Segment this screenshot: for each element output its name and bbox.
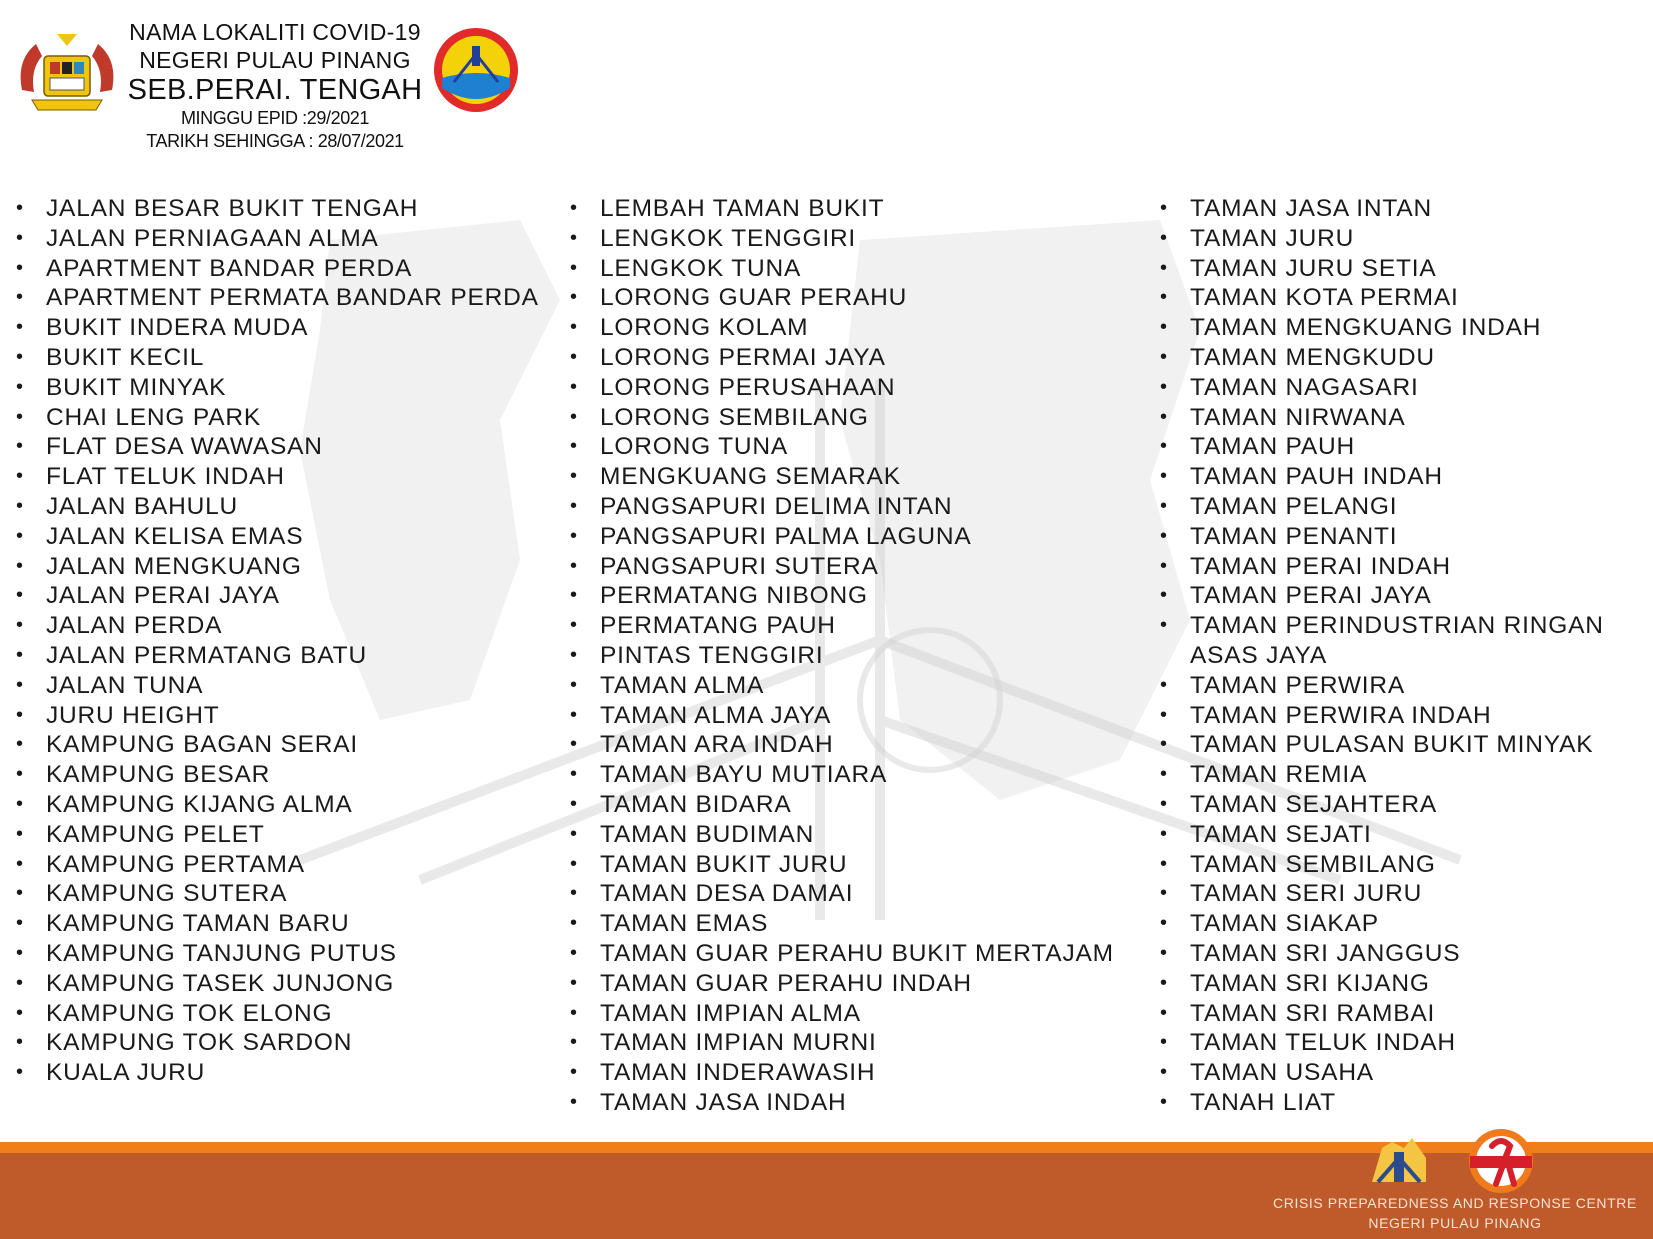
locality-item bbox=[14, 969, 534, 999]
locality-name: TAMAN PULASAN BUKIT MINYAK bbox=[1190, 731, 1594, 759]
locality-item bbox=[568, 850, 1108, 880]
header-district: SEB.PERAI. TENGAH bbox=[127, 74, 423, 106]
locality-name: TAMAN SEJATI bbox=[1190, 820, 1372, 848]
locality-name: TAMAN SRI KIJANG bbox=[1190, 969, 1430, 997]
bullet-icon: • bbox=[570, 822, 578, 845]
bullet-icon: • bbox=[1160, 554, 1168, 577]
locality-name: TAMAN NAGASARI bbox=[1190, 373, 1419, 401]
locality-name: KAMPUNG PELET bbox=[46, 820, 265, 848]
locality-name: CHAI LENG PARK bbox=[46, 403, 261, 431]
locality-name: TAMAN TELUK INDAH bbox=[1190, 1029, 1456, 1057]
locality-name: TANAH LIAT bbox=[1190, 1088, 1336, 1116]
locality-item bbox=[1158, 313, 1653, 343]
locality-name: LORONG PERMAI JAYA bbox=[600, 343, 886, 371]
locality-name: TAMAN MENGKUANG INDAH bbox=[1190, 314, 1542, 342]
bullet-icon: • bbox=[16, 822, 24, 845]
locality-name: JALAN MENGKUANG bbox=[46, 552, 302, 580]
locality-name: JALAN TUNA bbox=[46, 671, 204, 699]
penang-state-logo-icon bbox=[432, 26, 520, 114]
locality-item bbox=[1158, 403, 1653, 433]
locality-name: TAMAN DESA DAMAI bbox=[600, 880, 854, 908]
locality-name: PANGSAPURI DELIMA INTAN bbox=[600, 492, 953, 520]
locality-item bbox=[1158, 254, 1653, 284]
locality-item bbox=[14, 641, 534, 671]
locality-item bbox=[1158, 671, 1653, 701]
bullet-icon: • bbox=[1160, 584, 1168, 607]
bullet-icon: • bbox=[570, 256, 578, 279]
locality-item bbox=[14, 194, 534, 224]
bullet-icon: • bbox=[16, 1001, 24, 1024]
bullet-icon: • bbox=[570, 971, 578, 994]
bullet-icon: • bbox=[16, 1061, 24, 1084]
locality-item bbox=[14, 850, 534, 880]
locality-name: TAMAN ALMA JAYA bbox=[600, 701, 832, 729]
bullet-icon: • bbox=[570, 584, 578, 607]
locality-item bbox=[14, 1028, 534, 1058]
bullet-icon: • bbox=[570, 1090, 578, 1113]
bullet-icon: • bbox=[1160, 792, 1168, 815]
locality-item bbox=[568, 760, 1108, 790]
footer-state-name: NEGERI PULAU PINANG bbox=[1368, 1215, 1542, 1231]
locality-name: TAMAN PAUH bbox=[1190, 433, 1355, 461]
locality-name: TAMAN SRI RAMBAI bbox=[1190, 999, 1436, 1027]
locality-item bbox=[1158, 194, 1653, 224]
locality-item bbox=[1158, 909, 1653, 939]
locality-item bbox=[14, 254, 534, 284]
locality-name: PANGSAPURI PALMA LAGUNA bbox=[600, 522, 972, 550]
locality-item bbox=[14, 879, 534, 909]
bullet-icon: • bbox=[570, 912, 578, 935]
locality-name: TAMAN SIAKAP bbox=[1190, 910, 1379, 938]
locality-name: KAMPUNG TOK ELONG bbox=[46, 999, 333, 1027]
locality-item bbox=[568, 373, 1108, 403]
bullet-icon: • bbox=[1160, 256, 1168, 279]
bullet-icon: • bbox=[16, 316, 24, 339]
locality-name: TAMAN MENGKUDU bbox=[1190, 343, 1435, 371]
locality-name: TAMAN JURU SETIA bbox=[1190, 254, 1437, 282]
bullet-icon: • bbox=[570, 316, 578, 339]
bullet-icon: • bbox=[570, 882, 578, 905]
locality-name: BUKIT INDERA MUDA bbox=[46, 314, 309, 342]
header-title-line2: NEGERI PULAU PINANG bbox=[139, 47, 411, 73]
locality-name: TAMAN BUDIMAN bbox=[600, 820, 815, 848]
locality-item bbox=[568, 820, 1108, 850]
locality-item bbox=[14, 373, 534, 403]
locality-item bbox=[568, 879, 1108, 909]
bullet-icon: • bbox=[1160, 882, 1168, 905]
locality-item bbox=[1158, 999, 1653, 1029]
locality-name: APARTMENT PERMATA BANDAR PERDA bbox=[46, 284, 539, 312]
bullet-icon: • bbox=[16, 792, 24, 815]
bullet-icon: • bbox=[1160, 226, 1168, 249]
locality-item bbox=[1158, 879, 1653, 909]
bullet-icon: • bbox=[570, 286, 578, 309]
bullet-icon: • bbox=[16, 524, 24, 547]
locality-name: KAMPUNG TASEK JUNJONG bbox=[46, 969, 395, 997]
locality-item bbox=[568, 343, 1108, 373]
locality-name: JALAN KELISA EMAS bbox=[46, 522, 304, 550]
malaysia-coat-of-arms-icon bbox=[12, 30, 122, 114]
bullet-icon: • bbox=[16, 882, 24, 905]
bullet-icon: • bbox=[570, 673, 578, 696]
locality-item bbox=[1158, 343, 1653, 373]
locality-item bbox=[14, 343, 534, 373]
locality-item bbox=[1158, 850, 1653, 880]
bullet-icon: • bbox=[570, 435, 578, 458]
locality-name: TAMAN PERWIRA bbox=[1190, 671, 1406, 699]
bullet-icon: • bbox=[570, 197, 578, 219]
locality-name: LEMBAH TAMAN BUKIT bbox=[600, 195, 885, 222]
bullet-icon: • bbox=[570, 345, 578, 368]
locality-item bbox=[568, 313, 1108, 343]
locality-name: JURU HEIGHT bbox=[46, 701, 220, 729]
bullet-icon: • bbox=[570, 643, 578, 666]
locality-name: LORONG SEMBILANG bbox=[600, 403, 869, 431]
locality-item bbox=[14, 522, 534, 552]
bullet-icon: • bbox=[1160, 494, 1168, 517]
locality-name: KAMPUNG TANJUNG PUTUS bbox=[46, 939, 397, 967]
bullet-icon: • bbox=[16, 494, 24, 517]
locality-name: KAMPUNG BESAR bbox=[46, 761, 271, 789]
bullet-icon: • bbox=[570, 614, 578, 637]
locality-name: TAMAN IMPIAN MURNI bbox=[600, 1029, 877, 1057]
locality-item bbox=[568, 909, 1108, 939]
bullet-icon: • bbox=[16, 643, 24, 666]
locality-name: TAMAN GUAR PERAHU BUKIT MERTAJAM bbox=[600, 939, 1114, 967]
locality-name: TAMAN INDERAWASIH bbox=[600, 1059, 876, 1087]
bullet-icon: • bbox=[16, 763, 24, 786]
locality-name: TAMAN PERINDUSTRIAN RINGAN ASAS JAYA bbox=[1190, 612, 1604, 669]
locality-item bbox=[568, 1088, 1108, 1118]
bullet-icon: • bbox=[16, 912, 24, 935]
locality-name: TAMAN BUKIT JURU bbox=[600, 850, 848, 878]
bullet-icon: • bbox=[570, 1001, 578, 1024]
locality-item bbox=[568, 194, 1108, 224]
locality-item bbox=[568, 522, 1108, 552]
bullet-icon: • bbox=[16, 941, 24, 964]
locality-item bbox=[14, 283, 539, 313]
locality-item bbox=[1158, 730, 1653, 760]
locality-item bbox=[568, 939, 1114, 969]
locality-name: TAMAN SEJAHTERA bbox=[1190, 790, 1438, 818]
locality-item bbox=[1158, 1088, 1653, 1118]
locality-item bbox=[568, 1028, 1108, 1058]
locality-list-column-2 bbox=[568, 194, 1114, 1118]
bullet-icon: • bbox=[1160, 345, 1168, 368]
locality-name: BUKIT KECIL bbox=[46, 343, 205, 371]
bullet-icon: • bbox=[570, 763, 578, 786]
locality-item bbox=[568, 254, 1108, 284]
locality-item bbox=[1158, 790, 1653, 820]
locality-item bbox=[1158, 522, 1653, 552]
bullet-icon: • bbox=[16, 703, 24, 726]
locality-name: TAMAN ALMA bbox=[600, 671, 765, 699]
bullet-icon: • bbox=[570, 1061, 578, 1084]
locality-name: LORONG KOLAM bbox=[600, 314, 809, 342]
locality-item bbox=[14, 492, 534, 522]
bullet-icon: • bbox=[16, 286, 24, 309]
locality-name: TAMAN JURU bbox=[1190, 224, 1355, 252]
locality-name: FLAT DESA WAWASAN bbox=[46, 433, 323, 461]
locality-item bbox=[568, 671, 1108, 701]
locality-item bbox=[1158, 701, 1653, 731]
locality-name: LORONG PERUSAHAAN bbox=[600, 373, 896, 401]
locality-item bbox=[1158, 492, 1653, 522]
locality-name: TAMAN PERAI INDAH bbox=[1190, 552, 1451, 580]
bullet-icon: • bbox=[1160, 763, 1168, 786]
locality-item bbox=[1158, 581, 1653, 611]
locality-item bbox=[568, 730, 1108, 760]
bullet-icon: • bbox=[1160, 286, 1168, 309]
locality-item bbox=[568, 403, 1108, 433]
bullet-icon: • bbox=[16, 1031, 24, 1054]
bullet-icon: • bbox=[16, 614, 24, 637]
bullet-icon: • bbox=[16, 256, 24, 279]
locality-name: KAMPUNG TAMAN BARU bbox=[46, 910, 350, 938]
locality-name: TAMAN PERWIRA INDAH bbox=[1190, 701, 1492, 729]
cprc-logo-icon bbox=[1368, 1128, 1430, 1190]
bullet-icon: • bbox=[16, 584, 24, 607]
locality-item bbox=[14, 403, 534, 433]
penang-lawan-covid-19-logo-icon bbox=[1466, 1126, 1536, 1196]
bullet-icon: • bbox=[1160, 1001, 1168, 1024]
bullet-icon: • bbox=[16, 465, 24, 488]
locality-name: LORONG TUNA bbox=[600, 433, 789, 461]
bullet-icon: • bbox=[1160, 1061, 1168, 1084]
bullet-icon: • bbox=[1160, 822, 1168, 845]
locality-name: TAMAN ARA INDAH bbox=[600, 731, 834, 759]
bullet-icon: • bbox=[570, 852, 578, 875]
bullet-icon: • bbox=[16, 405, 24, 428]
locality-item bbox=[568, 641, 1108, 671]
bullet-icon: • bbox=[1160, 852, 1168, 875]
bullet-icon: • bbox=[570, 524, 578, 547]
locality-item bbox=[568, 283, 1108, 313]
locality-item bbox=[568, 611, 1108, 641]
locality-name: KAMPUNG PERTAMA bbox=[46, 850, 305, 878]
locality-item bbox=[14, 671, 534, 701]
locality-name: TAMAN SERI JURU bbox=[1190, 880, 1423, 908]
locality-name: MENGKUANG SEMARAK bbox=[600, 463, 901, 491]
locality-name: PINTAS TENGGIRI bbox=[600, 641, 824, 669]
locality-item bbox=[14, 790, 534, 820]
locality-item bbox=[568, 790, 1108, 820]
header-title-line1: NAMA LOKALITI COVID-19 bbox=[129, 19, 421, 45]
locality-item bbox=[568, 462, 1108, 492]
bullet-icon: • bbox=[1160, 375, 1168, 398]
locality-item bbox=[14, 820, 534, 850]
locality-name: TAMAN NIRWANA bbox=[1190, 403, 1406, 431]
bullet-icon: • bbox=[1160, 673, 1168, 696]
bullet-icon: • bbox=[1160, 971, 1168, 994]
locality-item bbox=[14, 313, 534, 343]
bullet-icon: • bbox=[1160, 435, 1168, 458]
locality-item bbox=[14, 432, 534, 462]
bullet-icon: • bbox=[570, 703, 578, 726]
bullet-icon: • bbox=[16, 971, 24, 994]
locality-name: PANGSAPURI SUTERA bbox=[600, 552, 879, 580]
locality-name: TAMAN JASA INTAN bbox=[1190, 195, 1432, 222]
bullet-icon: • bbox=[570, 941, 578, 964]
bullet-icon: • bbox=[1160, 465, 1168, 488]
locality-item bbox=[568, 999, 1108, 1029]
locality-item bbox=[568, 492, 1108, 522]
locality-item bbox=[14, 462, 534, 492]
bullet-icon: • bbox=[1160, 941, 1168, 964]
bullet-icon: • bbox=[16, 226, 24, 249]
locality-name: JALAN PERMATANG BATU bbox=[46, 641, 367, 669]
document-header bbox=[120, 18, 430, 153]
locality-item bbox=[568, 432, 1108, 462]
locality-name: TAMAN SEMBILANG bbox=[1190, 850, 1436, 878]
locality-item bbox=[1158, 283, 1653, 313]
locality-item bbox=[14, 1058, 534, 1088]
locality-name: JALAN PERNIAGAAN ALMA bbox=[46, 224, 379, 252]
locality-name: TAMAN GUAR PERAHU INDAH bbox=[600, 969, 972, 997]
locality-name: TAMAN PAUH INDAH bbox=[1190, 463, 1443, 491]
locality-item bbox=[14, 701, 534, 731]
locality-item bbox=[568, 552, 1108, 582]
locality-name: TAMAN PERAI JAYA bbox=[1190, 582, 1432, 610]
locality-name: JALAN PERAI JAYA bbox=[46, 582, 280, 610]
locality-name: JALAN BAHULU bbox=[46, 492, 239, 520]
locality-name: TAMAN BIDARA bbox=[600, 790, 792, 818]
locality-item bbox=[14, 999, 534, 1029]
locality-name: TAMAN PENANTI bbox=[1190, 522, 1398, 550]
bullet-icon: • bbox=[1160, 733, 1168, 756]
locality-name: TAMAN SRI JANGGUS bbox=[1190, 939, 1461, 967]
locality-item bbox=[1158, 820, 1653, 850]
bullet-icon: • bbox=[570, 375, 578, 398]
header-epid-week: MINGGU EPID :29/2021 bbox=[180, 108, 370, 128]
locality-item bbox=[14, 581, 534, 611]
bullet-icon: • bbox=[1160, 703, 1168, 726]
locality-name: LENGKOK TENGGIRI bbox=[600, 224, 857, 252]
locality-item bbox=[1158, 939, 1653, 969]
header-date: TARIKH SEHINGGA : 28/07/2021 bbox=[146, 131, 404, 151]
locality-name: PERMATANG PAUH bbox=[600, 612, 836, 640]
bullet-icon: • bbox=[1160, 1031, 1168, 1054]
locality-item bbox=[1158, 969, 1653, 999]
locality-item bbox=[1158, 552, 1653, 582]
bullet-icon: • bbox=[16, 197, 24, 219]
locality-name: TAMAN IMPIAN ALMA bbox=[600, 999, 861, 1027]
bullet-icon: • bbox=[16, 852, 24, 875]
bullet-icon: • bbox=[16, 375, 24, 398]
locality-name: TAMAN EMAS bbox=[600, 910, 769, 938]
locality-item bbox=[14, 552, 534, 582]
locality-item bbox=[568, 969, 1108, 999]
bullet-icon: • bbox=[16, 733, 24, 756]
locality-item bbox=[568, 701, 1108, 731]
locality-name: TAMAN PELANGI bbox=[1190, 492, 1398, 520]
locality-item bbox=[14, 939, 534, 969]
locality-item bbox=[568, 224, 1108, 254]
locality-name: LENGKOK TUNA bbox=[600, 254, 802, 282]
bullet-icon: • bbox=[16, 435, 24, 458]
locality-item bbox=[14, 760, 534, 790]
locality-item bbox=[1158, 462, 1653, 492]
locality-name: JALAN PERDA bbox=[46, 612, 223, 640]
bullet-icon: • bbox=[1160, 614, 1168, 637]
bullet-icon: • bbox=[1160, 1090, 1168, 1113]
bullet-icon: • bbox=[1160, 405, 1168, 428]
locality-name: BUKIT MINYAK bbox=[46, 373, 227, 401]
locality-name: JALAN BESAR BUKIT TENGAH bbox=[46, 195, 419, 222]
bullet-icon: • bbox=[16, 554, 24, 577]
bullet-icon: • bbox=[570, 733, 578, 756]
bullet-icon: • bbox=[16, 673, 24, 696]
locality-item bbox=[1158, 373, 1653, 403]
footer-organisation-name: CRISIS PREPAREDNESS AND RESPONSE CENTRE bbox=[1273, 1195, 1637, 1211]
bullet-icon: • bbox=[16, 345, 24, 368]
locality-name: PERMATANG NIBONG bbox=[600, 582, 868, 610]
locality-item bbox=[1158, 1058, 1653, 1088]
locality-name: TAMAN KOTA PERMAI bbox=[1190, 284, 1459, 312]
locality-name: TAMAN BAYU MUTIARA bbox=[600, 761, 888, 789]
bullet-icon: • bbox=[1160, 524, 1168, 547]
locality-item bbox=[14, 909, 534, 939]
locality-item bbox=[1158, 432, 1653, 462]
locality-name: TAMAN JASA INDAH bbox=[600, 1088, 847, 1116]
locality-name: TAMAN REMIA bbox=[1190, 761, 1368, 789]
bullet-icon: • bbox=[570, 465, 578, 488]
locality-item bbox=[1158, 1028, 1653, 1058]
bullet-icon: • bbox=[570, 226, 578, 249]
locality-item bbox=[568, 581, 1108, 611]
locality-name: KAMPUNG KIJANG ALMA bbox=[46, 790, 353, 818]
locality-name: KAMPUNG BAGAN SERAI bbox=[46, 731, 358, 759]
locality-item bbox=[14, 224, 534, 254]
bullet-icon: • bbox=[570, 1031, 578, 1054]
locality-name: FLAT TELUK INDAH bbox=[46, 463, 285, 491]
locality-list-column-1 bbox=[14, 194, 539, 1088]
locality-item bbox=[1158, 224, 1653, 254]
locality-list-column-3 bbox=[1158, 194, 1653, 1118]
locality-item bbox=[1158, 760, 1653, 790]
locality-name: APARTMENT BANDAR PERDA bbox=[46, 254, 413, 282]
locality-item bbox=[14, 611, 534, 641]
bullet-icon: • bbox=[1160, 912, 1168, 935]
locality-name: KAMPUNG TOK SARDON bbox=[46, 1029, 353, 1057]
bullet-icon: • bbox=[570, 554, 578, 577]
bullet-icon: • bbox=[570, 494, 578, 517]
locality-name: KUALA JURU bbox=[46, 1059, 206, 1087]
bullet-icon: • bbox=[1160, 197, 1168, 219]
locality-name: TAMAN USAHA bbox=[1190, 1059, 1374, 1087]
bullet-icon: • bbox=[570, 405, 578, 428]
bullet-icon: • bbox=[570, 792, 578, 815]
locality-item bbox=[568, 1058, 1108, 1088]
locality-item bbox=[14, 730, 534, 760]
locality-name: KAMPUNG SUTERA bbox=[46, 880, 288, 908]
locality-name: LORONG GUAR PERAHU bbox=[600, 284, 908, 312]
bullet-icon: • bbox=[1160, 316, 1168, 339]
locality-item bbox=[1158, 611, 1653, 671]
